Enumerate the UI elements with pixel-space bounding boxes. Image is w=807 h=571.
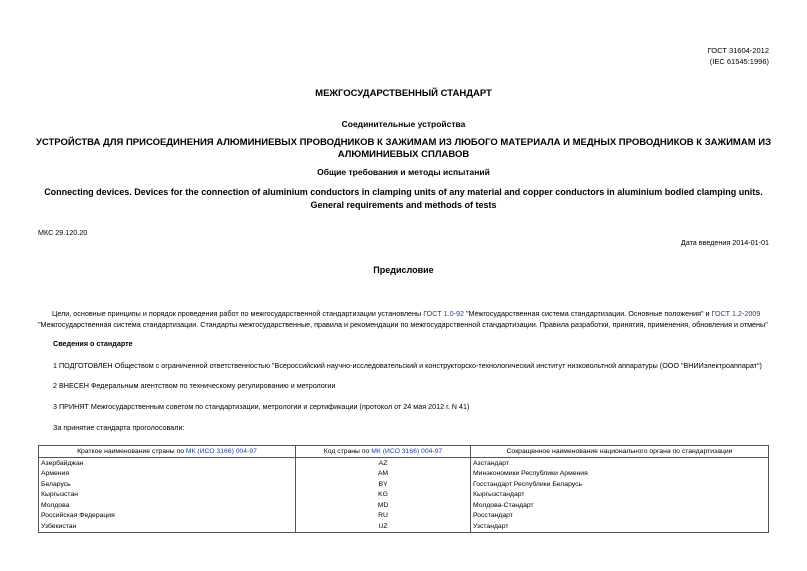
code-cell: KG: [296, 490, 471, 501]
subtitle-ru: Общие требования и методы испытаний: [317, 167, 490, 177]
gost-1-0-92-link[interactable]: ГОСТ 1.0-92: [423, 309, 464, 318]
gost-number: ГОСТ 31604-2012: [707, 46, 769, 55]
title-en-line-1: Connecting devices. Devices for the connection of aluminium conductors in clamping units of any material and copper conductors in aluminium bodied clamping units.: [44, 187, 763, 197]
body-cell: Кыргызстандарт: [471, 490, 769, 501]
body-cell: Азстандарт: [471, 458, 769, 469]
body-cell: Узстандарт: [471, 521, 769, 532]
gost-1-2-2009-link[interactable]: ГОСТ 1.2-2009: [711, 309, 761, 318]
header-body: Сокращенное наименование национального органа по стандартизации: [471, 446, 769, 458]
foreword-text-2: "Межгосударственная система стандартизации. Основные положения" и: [464, 309, 712, 318]
body-cell: Минэкономики Республики Армения: [471, 469, 769, 480]
body-cell: Госстандарт Республики Беларусь: [471, 479, 769, 490]
country-cell: Российская Федерация: [39, 511, 296, 522]
table-row: [39, 469, 769, 480]
foreword-text-line-2: "Межгосударственная система стандартизации. Стандарты межгосударственные, правила и рекомендации по межгосударственной стандартизации. Правила разработки, принятия, применения, обновления и отмены": [38, 320, 768, 329]
foreword-text-1: Цели, основные принципы и порядок проведения работ по межгосударственной стандартизации установлены: [52, 309, 424, 318]
body-cell: Росстандарт: [471, 511, 769, 522]
category-heading: Соединительные устройства: [341, 119, 466, 129]
item-prepared: 1 ПОДГОТОВЛЕН Обществом с ограниченной ответственностью "Всероссийский научно-исследовательский и конструкторско-технологический институт низковольтной аппаратуры (ООО "ВНИИэлектроаппарат"): [53, 361, 762, 370]
foreword-heading: Предисловие: [373, 265, 434, 275]
voting-table: [38, 445, 769, 533]
intro-date: Дата введения 2014-01-01: [680, 238, 769, 247]
item-introduced: 2 ВНЕСЕН Федеральным агентством по техническому регулированию и метрологии: [53, 381, 336, 390]
country-cell: Беларусь: [39, 479, 296, 490]
mk-iso-3166-link[interactable]: МК (ИСО 3166) 004-97: [185, 448, 257, 455]
table-row: [39, 490, 769, 501]
title-en-line-2: General requirements and methods of tests: [310, 200, 497, 210]
code-cell: RU: [296, 511, 471, 522]
code-cell: AM: [296, 469, 471, 480]
header-code: Код страны по МК (ИСО 3166) 004-97: [296, 446, 471, 458]
mks-code: МКС 29.120.20: [38, 228, 88, 237]
table-header-row: [39, 446, 769, 458]
table-row: [39, 500, 769, 511]
code-cell: AZ: [296, 458, 471, 469]
info-heading: Сведения о стандарте: [53, 339, 133, 348]
code-cell: MD: [296, 500, 471, 511]
iec-number: (IEC 61545:1996): [709, 57, 769, 66]
mk-iso-3166-link[interactable]: МК (ИСО 3166) 004-97: [371, 448, 443, 455]
title-ru: [30, 137, 777, 161]
table-row: [39, 521, 769, 532]
title-ru-line-1: УСТРОЙСТВА ДЛЯ ПРИСОЕДИНЕНИЯ АЛЮМИНИЕВЫХ ПРОВОДНИКОВ К ЗАЖИМАМ ИЗ ЛЮБОГО МАТЕРИАЛА И МЕДНЫХ ПРОВОДНИКОВ К ЗАЖИМАМ ИЗ: [35, 137, 772, 148]
foreword-paragraph: [38, 309, 769, 319]
voted-label: За принятие стандарта проголосовали:: [53, 423, 185, 432]
table-row: [39, 458, 769, 469]
title-en: [30, 186, 777, 212]
country-cell: Узбекистан: [39, 521, 296, 532]
title-ru-line-2: АЛЮМИНИЕВЫХ СПЛАВОВ: [337, 149, 470, 160]
item-adopted: 3 ПРИНЯТ Межгосударственным советом по стандартизации, метрологии и сертификации (протокол от 24 мая 2012 г. N 41): [53, 402, 470, 411]
country-cell: Кыргызстан: [39, 490, 296, 501]
country-cell: Молдова: [39, 500, 296, 511]
table-row: [39, 511, 769, 522]
header-country: Краткое наименование страны по МК (ИСО 3166) 004-97: [39, 446, 296, 458]
code-cell: UZ: [296, 521, 471, 532]
code-cell: BY: [296, 479, 471, 490]
country-cell: Азербайджан: [39, 458, 296, 469]
country-cell: Армения: [39, 469, 296, 480]
table-row: [39, 479, 769, 490]
doc-type-heading: МЕЖГОСУДАРСТВЕННЫЙ СТАНДАРТ: [315, 88, 492, 99]
body-cell: Молдова-Стандарт: [471, 500, 769, 511]
